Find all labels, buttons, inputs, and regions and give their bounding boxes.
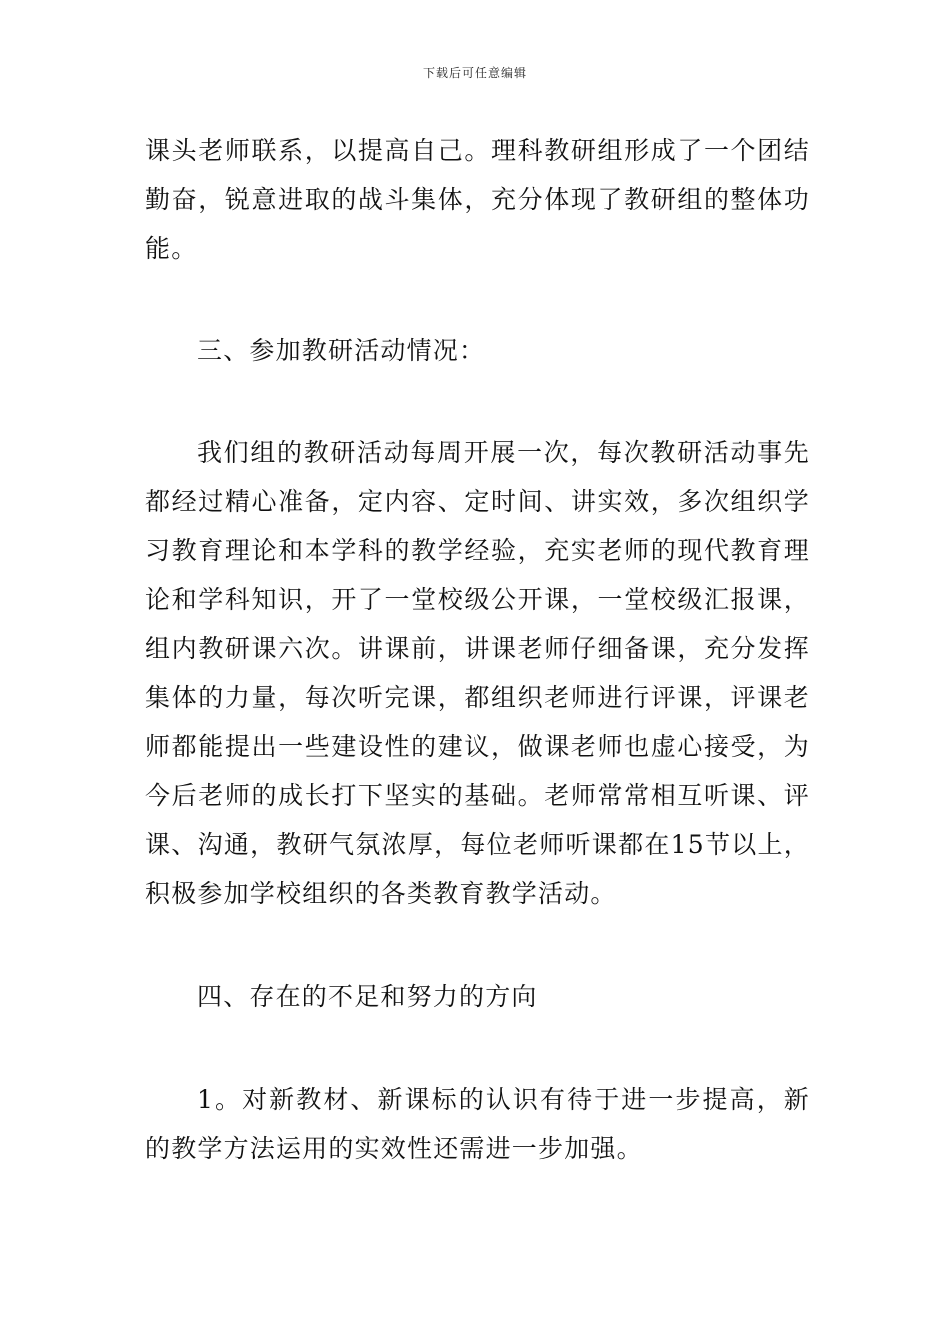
section-heading-3: 三、参加教研活动情况： bbox=[197, 336, 486, 365]
paragraph-continuation: 课头老师联系，以提高自己。理科教研组形成了一个团结勤奋，锐意进取的战斗集体，充分体现了教研组的整体功能。 bbox=[145, 136, 810, 263]
paragraph-activities: 我们组的教研活动每周开展一次，每次教研活动事先都经过精心准备，定内容、定时间、讲实效，多次组织学习教育理论和本学科的教学经验，充实老师的现代教育理论和学科知识，开了一堂校级公开课，一堂校级汇报课，组内教研课六次。讲课前，讲课老师仔细备课，充分发挥集体的力量，每次听完课，都组织老师进行评课，评课老师都能提出一些建设性的建议，做课老师也虚心接受，为今后老师的成长打下坚实的基础。老师常常相互听课、评课、沟通，教研气氛浓厚，每位老师听课都在15节以上，积极参加学校组织的各类教育教学活动。 bbox=[145, 438, 810, 908]
page-header: 下载后可任意编辑 bbox=[422, 66, 527, 80]
section-heading-4: 四、存在的不足和努力的方向 bbox=[197, 982, 538, 1011]
list-item-1: 1。对新教材、新课标的认识有待于进一步提高，新的教学方法运用的实效性还需进一步加强。 bbox=[145, 1085, 810, 1163]
document-body bbox=[145, 126, 810, 1173]
